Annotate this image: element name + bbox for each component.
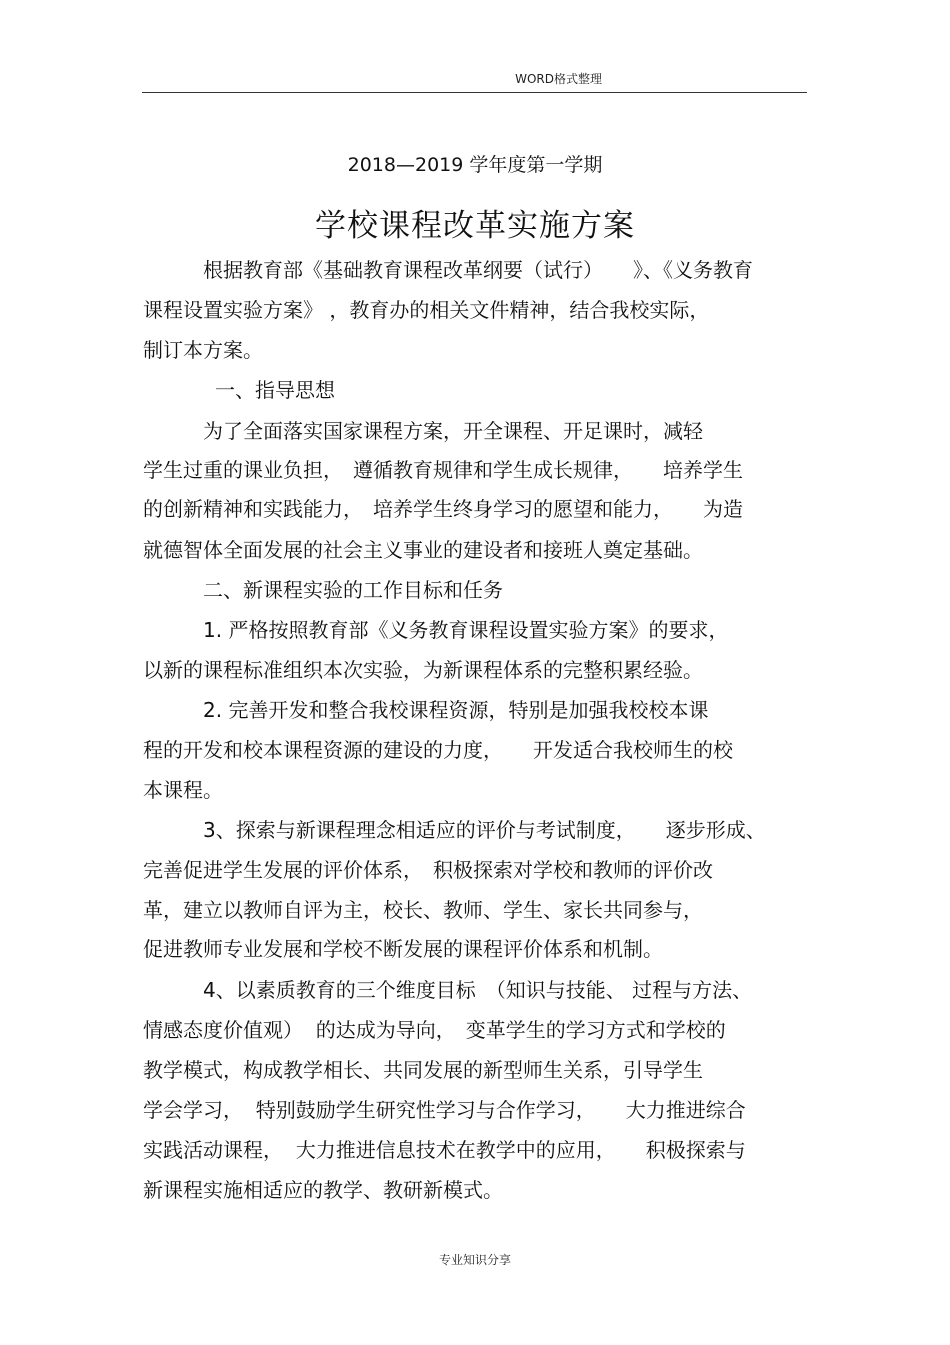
body-line: 新课程实施相适应的教学、教研新模式。	[143, 1178, 503, 1202]
body-line: 学生过重的课业负担， 遵循教育规律和学生成长规律， 培养学生	[143, 458, 743, 482]
body-line: 完善促进学生发展的评价体系， 积极探索对学校和教师的评价改	[143, 858, 713, 882]
body-line: 革，建立以教师自评为主，校长、教师、学生、家长共同参与，	[143, 898, 703, 922]
body-line: 促进教师专业发展和学校不断发展的课程评价体系和机制。	[143, 937, 663, 961]
body-line: 的创新精神和实践能力， 培养学生终身学习的愿望和能力， 为造	[143, 497, 743, 521]
body-line: 以新的课程标准组织本次实验，为新课程体系的完整积累经验。	[143, 658, 703, 682]
document-term: 2018—2019 学年度第一学期	[347, 154, 603, 176]
body-line: 本课程。	[143, 778, 223, 802]
page-footer-label: 专业知识分享	[438, 1253, 511, 1267]
page-header-label: WORD格式整理	[515, 72, 602, 86]
body-line: 2. 完善开发和整合我校课程资源，特别是加强我校校本课	[203, 698, 709, 722]
body-line: 1. 严格按照教育部《义务教育课程设置实验方案》的要求，	[203, 618, 729, 642]
body-line: 为了全面落实国家课程方案，开全课程、开足课时，减轻	[203, 419, 703, 443]
body-line: 4、以素质教育的三个维度目标 （知识与技能、 过程与方法、	[203, 978, 753, 1002]
body-line: 制订本方案。	[143, 338, 263, 362]
header-divider	[142, 92, 807, 93]
body-line: 程的开发和校本课程资源的建设的力度， 开发适合我校师生的校	[143, 738, 733, 762]
body-line: 根据教育部《基础教育课程改革纲要（试行） 》、《义务教育	[203, 258, 753, 282]
body-line: 实践活动课程， 大力推进信息技术在教学中的应用， 积极探索与	[143, 1138, 746, 1162]
section-heading: 二、新课程实验的工作目标和任务	[203, 578, 503, 602]
document-title: 学校课程改革实施方案	[315, 208, 635, 244]
body-line: 课程设置实验方案》 ，教育办的相关文件精神，结合我校实际，	[143, 298, 710, 322]
body-line: 就德智体全面发展的社会主义事业的建设者和接班人奠定基础。	[143, 538, 703, 562]
body-line: 3、探索与新课程理念相适应的评价与考试制度， 逐步形成、	[203, 818, 766, 842]
body-line: 教学模式，构成教学相长、共同发展的新型师生关系，引导学生	[143, 1058, 703, 1082]
body-line: 情感态度价值观） 的达成为导向， 变革学生的学习方式和学校的	[143, 1018, 726, 1042]
body-line: 学会学习， 特别鼓励学生研究性学习与合作学习， 大力推进综合	[143, 1098, 746, 1122]
section-heading: 一、指导思想	[215, 378, 335, 402]
